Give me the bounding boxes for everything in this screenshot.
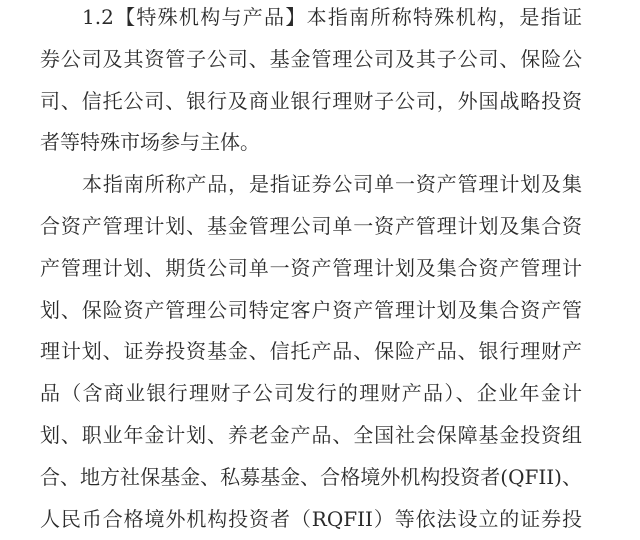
paragraph-2-line: 产管理计划、期货公司单一资产管理计划及集合资产管理计: [40, 255, 582, 280]
paragraph-2-line: 本指南所称产品，是指证券公司单一资产管理计划及集: [82, 172, 582, 197]
paragraph-1-line: 券公司及其资管子公司、基金管理公司及其子公司、保险公: [40, 46, 582, 71]
paragraph-2-line: 理计划、证券投资基金、信托产品、保险产品、银行理财产: [40, 339, 582, 364]
paragraph-1-line: 1.2【特殊机构与产品】本指南所称特殊机构，是指证: [82, 5, 582, 29]
paragraph-2-line: 合资产管理计划、基金管理公司单一资产管理计划及集合资: [40, 213, 582, 238]
paragraph-1-line: 者等特殊市场参与主体。: [40, 130, 260, 155]
paragraph-2-line: 品（含商业银行理财子公司发行的理财产品）、企业年金计: [40, 381, 582, 406]
document-body: [40, 0, 582, 540]
paragraph-2-line: 合、地方社保基金、私募基金、合格境外机构投资者(QFII)、: [40, 464, 582, 489]
paragraph-2-line: 划、保险资产管理公司特定客户资产管理计划及集合资产管: [40, 297, 582, 322]
paragraph-2-line: 划、职业年金计划、养老金产品、全国社会保障基金投资组: [40, 422, 582, 447]
paragraph-1-line: 司、信托公司、银行及商业银行理财子公司，外国战略投资: [40, 88, 582, 113]
paragraph-2-line: 人民币合格境外机构投资者（RQFII）等依法设立的证券投: [40, 506, 582, 531]
